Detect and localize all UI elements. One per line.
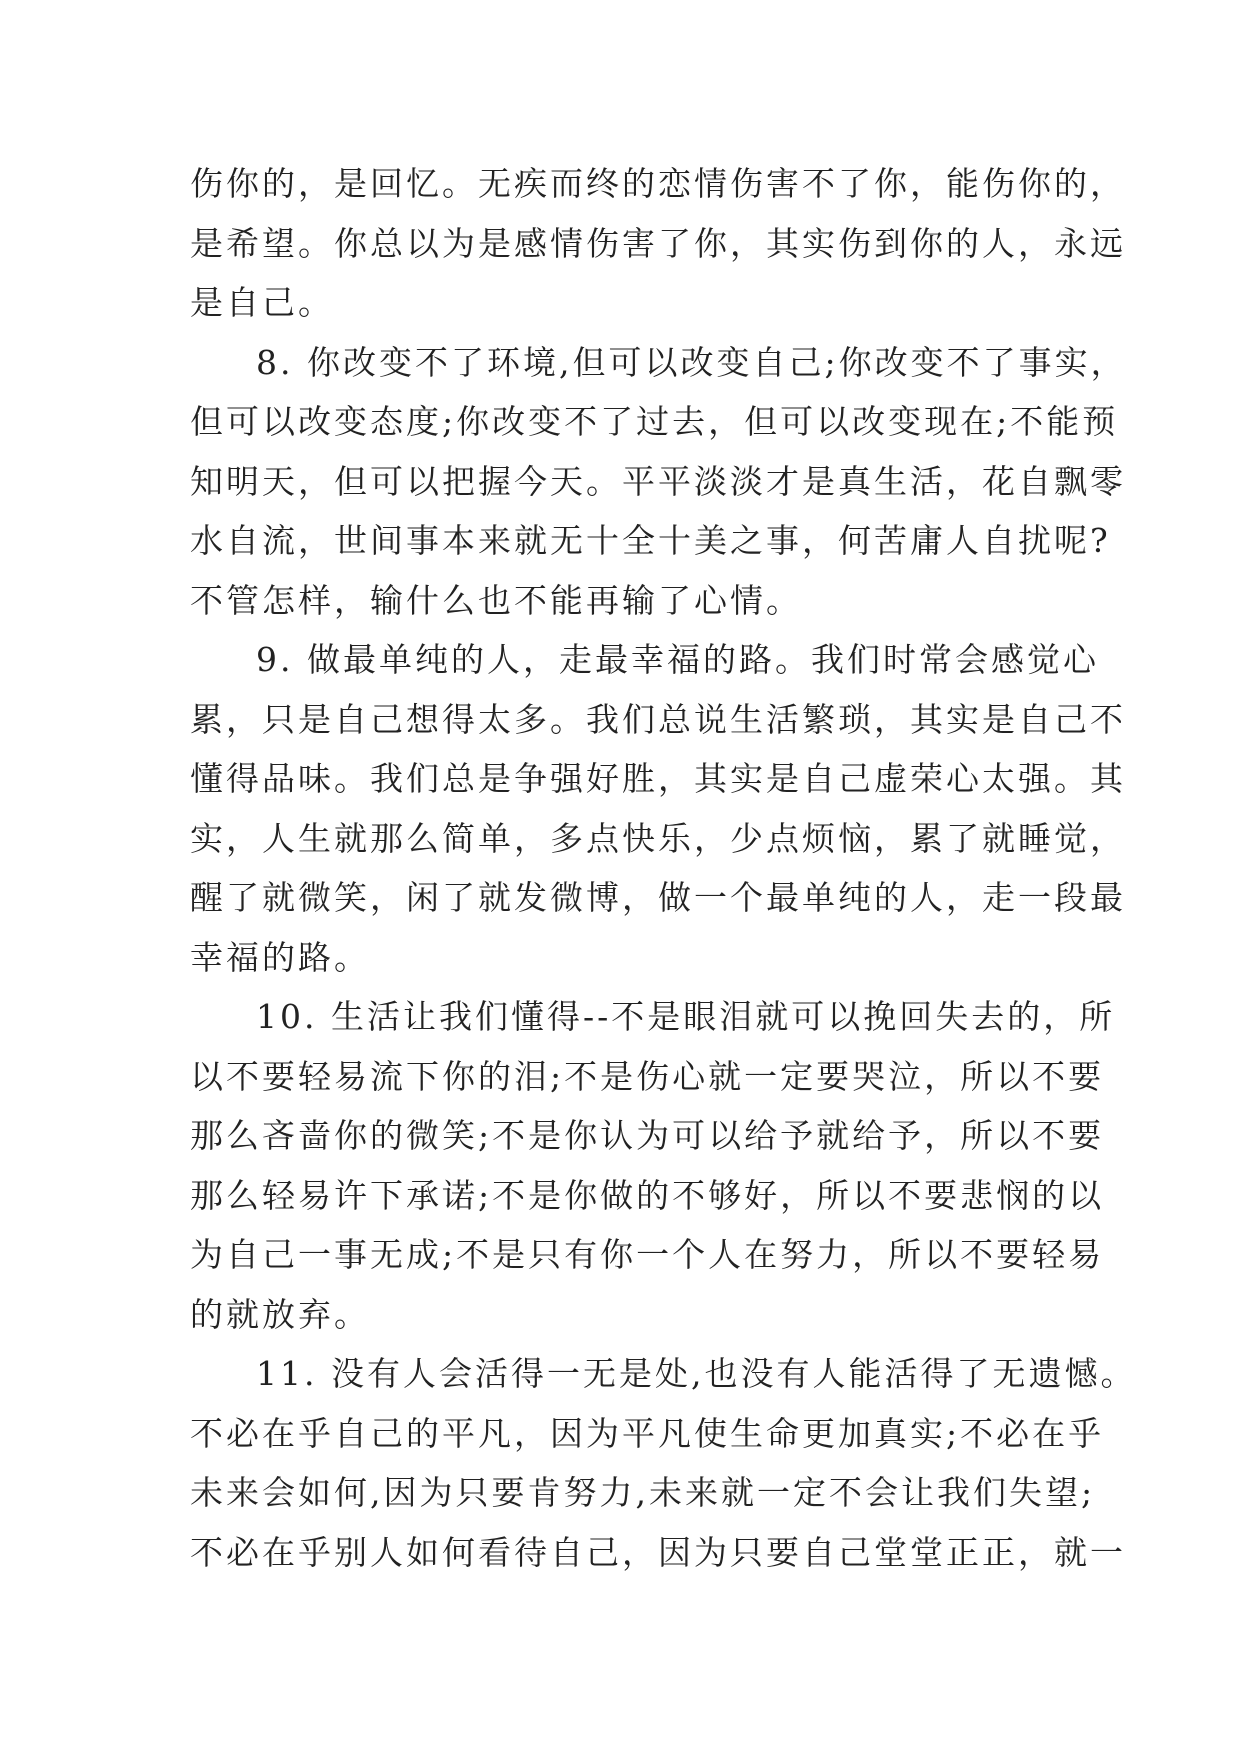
text-line: 那么吝啬你的微笑;不是你认为可以给予就给予，所以不要 (190, 1116, 1105, 1155)
text-line: 累，只是自己想得太多。我们总说生活繁琐，其实是自己不 (190, 699, 1126, 739)
text-line: 是希望。你总以为是感情伤害了你，其实伤到你的人，永远 (190, 223, 1126, 263)
text-line: 为自己一事无成;不是只有你一个人在努力，所以不要轻易 (190, 1235, 1105, 1274)
text-line: 以不要轻易流下你的泪;不是伤心就一定要哭泣，所以不要 (190, 1056, 1105, 1096)
text-line: 伤你的，是回忆。无疾而终的恋情伤害不了你，能伤你的， (190, 164, 1126, 203)
text-line: 是自己。 (190, 283, 334, 322)
text-line: 但可以改变态度;你改变不了过去，但可以改变现在;不能预 (190, 402, 1119, 441)
paragraph-item-11 (190, 1344, 1137, 1582)
text-line: 不必在乎自己的平凡，因为平凡使生命更加真实;不必在乎 (190, 1413, 1105, 1453)
text-line: 10. 生活让我们懂得--不是眼泪就可以挽回失去的，所 (256, 997, 1116, 1036)
text-line: 知明天，但可以把握今天。平平淡淡才是真生活，花自飘零 (190, 461, 1126, 501)
document-body (190, 154, 1137, 1582)
paragraph-item-10 (190, 987, 1116, 1344)
text-line: 8. 你改变不了环境,但可以改变自己;你改变不了事实， (256, 342, 1127, 382)
text-line: 不必在乎别人如何看待自己，因为只要自己堂堂正正，就一 (190, 1532, 1126, 1572)
paragraph (190, 154, 1126, 333)
text-line: 不管怎样，输什么也不能再输了心情。 (190, 580, 802, 620)
text-line: 实，人生就那么简单，多点快乐，少点烦恼，累了就睡觉， (190, 818, 1126, 858)
text-line: 幸福的路。 (190, 937, 370, 977)
text-line: 9. 做最单纯的人，走最幸福的路。我们时常会感觉心 (256, 640, 1099, 679)
text-line: 水自流，世间事本来就无十全十美之事，何苦庸人自扰呢? (190, 521, 1111, 560)
paragraph-item-8 (190, 333, 1127, 631)
text-line: 懂得品味。我们总是争强好胜，其实是自己虚荣心太强。其 (190, 759, 1126, 798)
paragraph-item-9 (190, 630, 1126, 987)
text-line: 11. 没有人会活得一无是处,也没有人能活得了无遗憾。 (256, 1354, 1137, 1393)
text-line: 未来会如何,因为只要肯努力,未来就一定不会让我们失望; (190, 1473, 1096, 1512)
text-line: 的就放弃。 (190, 1294, 370, 1334)
text-line: 醒了就微笑，闲了就发微博，做一个最单纯的人，走一段最 (190, 878, 1126, 917)
text-line: 那么轻易许下承诺;不是你做的不够好，所以不要悲悯的以 (190, 1175, 1105, 1215)
